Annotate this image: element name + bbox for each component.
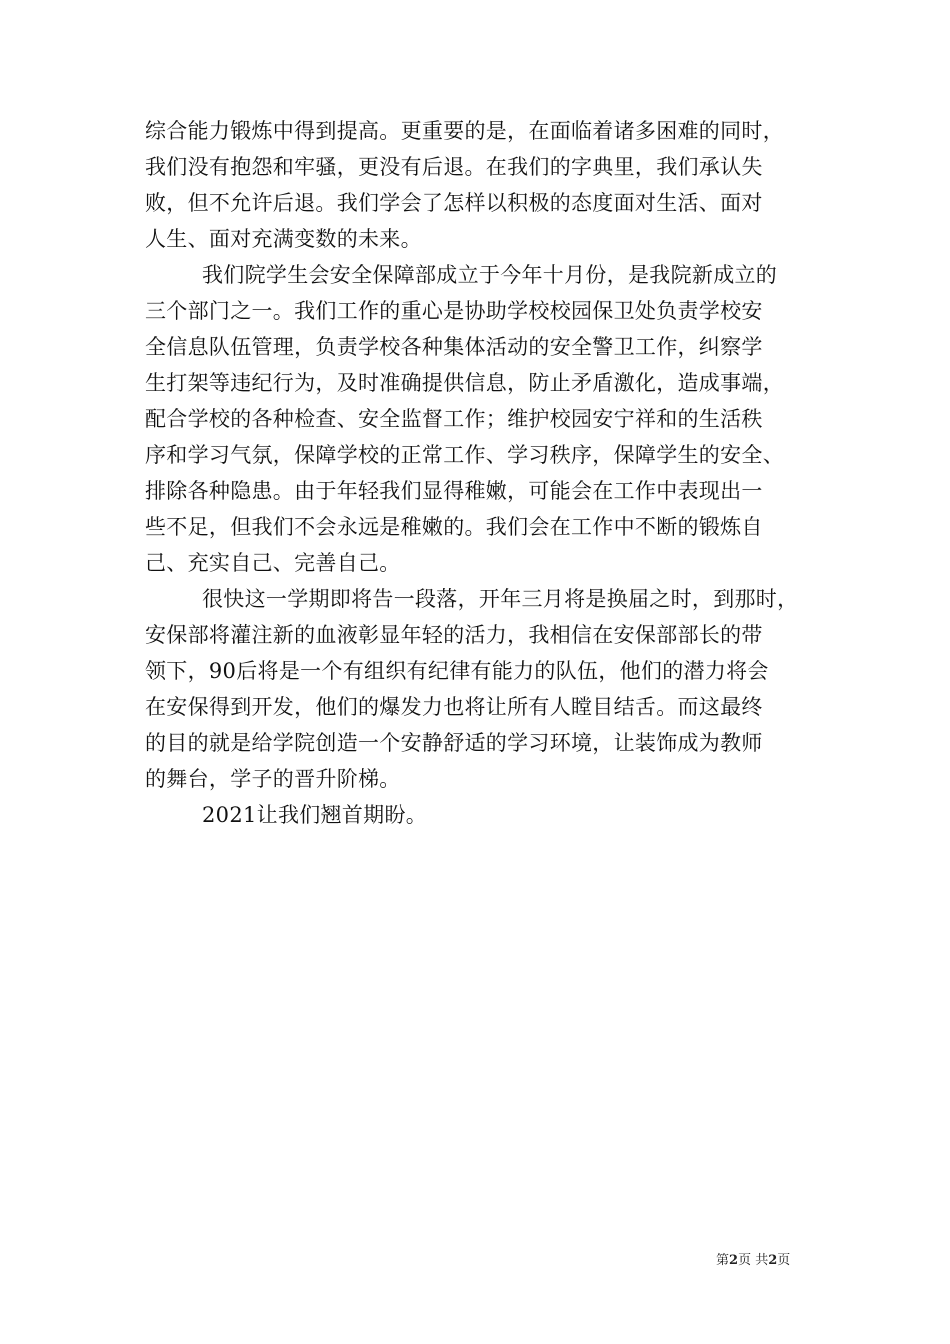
text-line: 败，但不允许后退。我们学会了怎样以积极的态度面对生活、面对: [145, 191, 763, 215]
text-line: 序和学习气氛，保障学校的正常工作、学习秩序，保障学生的安全、: [145, 443, 784, 467]
page-number-footer: [716, 1249, 790, 1268]
footer-suffix: 页: [777, 1253, 791, 1268]
text-line: 很快这一学期即将告一段落，开年三月将是换届之时，到那时，: [202, 587, 799, 611]
text-line: 配合学校的各种检查、安全监督工作；维护校园安宁祥和的生活秩: [145, 407, 763, 431]
document-body: [145, 113, 825, 833]
text-line: 三个部门之一。我们工作的重心是协助学校校园保卫处负责学校安: [145, 299, 763, 323]
total-page-number: 2: [768, 1253, 778, 1268]
footer-prefix: 第: [716, 1253, 730, 1268]
text-line: 安保部将灌注新的血液彰显年轻的活力，我相信在安保部部长的带: [145, 623, 763, 647]
text-line: 排除各种隐患。由于年轻我们显得稚嫩，可能会在工作中表现出一: [145, 479, 763, 503]
paragraph-1: [145, 113, 825, 257]
text-line: 2021让我们翘首期盼。: [202, 803, 428, 827]
text-line: 我们院学生会安全保障部成立于今年十月份，是我院新成立的: [202, 263, 778, 287]
current-page-number: 2: [729, 1253, 739, 1268]
text-line: 综合能力锻炼中得到提高。更重要的是，在面临着诸多困难的同时，: [145, 119, 784, 143]
text-line: 己、充实自己、完善自己。: [145, 551, 401, 575]
text-line: 全信息队伍管理，负责学校各种集体活动的安全警卫工作，纠察学: [145, 335, 763, 359]
paragraph-2: [145, 257, 825, 581]
text-line: 的目的就是给学院创造一个安静舒适的学习环境，让装饰成为教师: [145, 731, 763, 755]
text-line: 些不足，但我们不会永远是稚嫩的。我们会在工作中不断的锻炼自: [145, 515, 763, 539]
text-line: 在安保得到开发，他们的爆发力也将让所有人瞠目结舌。而这最终: [145, 695, 763, 719]
text-line: 我们没有抱怨和牢骚，更没有后退。在我们的字典里，我们承认失: [145, 155, 763, 179]
text-line: 生打架等违纪行为，及时准确提供信息，防止矛盾激化，造成事端，: [145, 371, 784, 395]
text-line: 的舞台，学子的晋升阶梯。: [145, 767, 401, 791]
text-line: 人生、面对充满变数的未来。: [145, 227, 422, 251]
footer-middle: 页 共: [738, 1253, 769, 1268]
paragraph-3: [145, 581, 825, 797]
paragraph-4: [145, 797, 825, 833]
text-line: 领下，90后将是一个有组织有纪律有能力的队伍，他们的潜力将会: [145, 659, 769, 683]
